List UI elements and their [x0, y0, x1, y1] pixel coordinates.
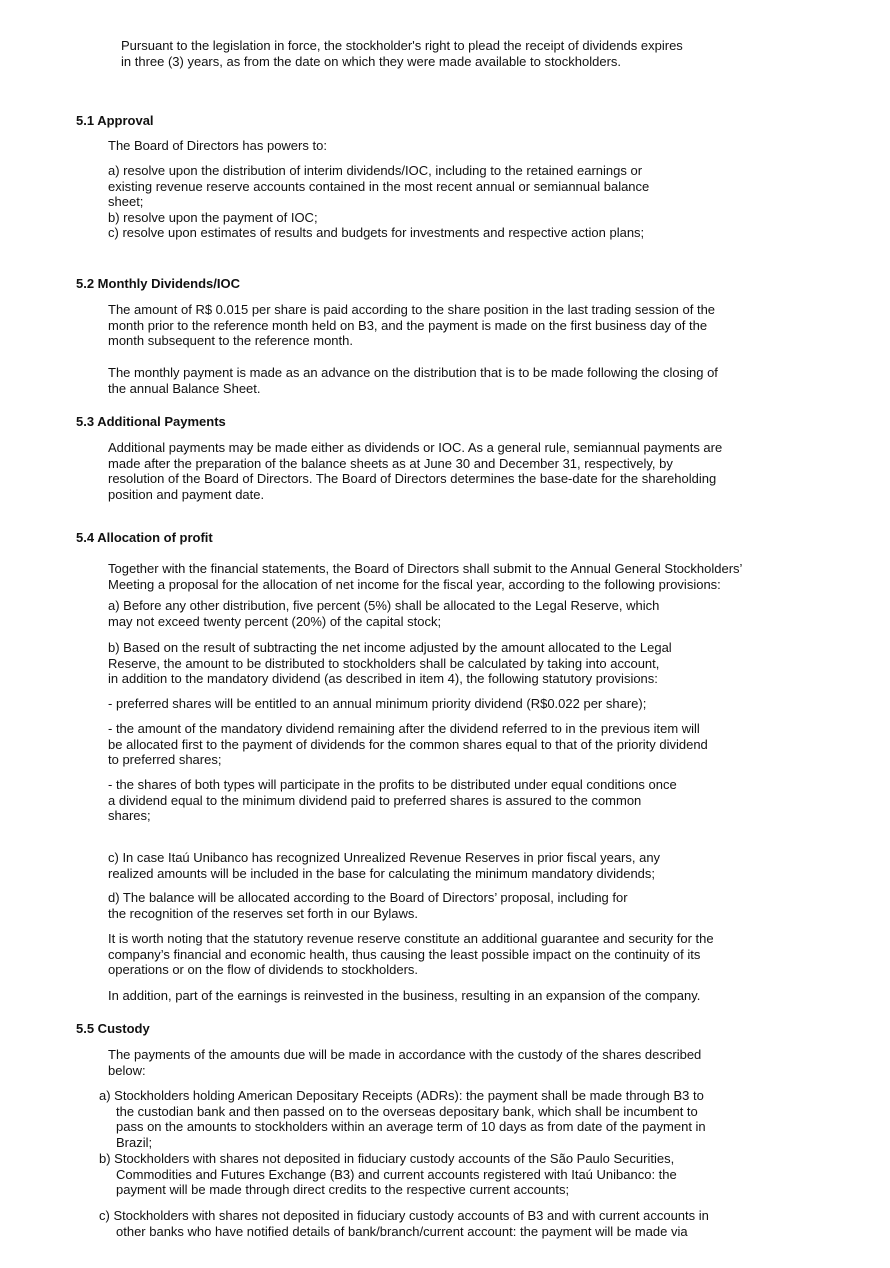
s54-item-b [108, 640, 672, 687]
s55-item-a [99, 1088, 706, 1150]
text-line: month prior to the reference month held on B3, and the payment is made on the first business day of the [108, 317, 708, 333]
text-line: Meeting a proposal for the allocation of net income for the fiscal year, according to the following provisions: [108, 576, 721, 592]
text-line: a dividend equal to the minimum dividend paid to preferred shares is assured to the common [108, 792, 642, 808]
list-item: b) resolve upon the payment of IOC; [108, 209, 318, 225]
s54-dash-2 [108, 721, 708, 768]
text-line: position and payment date. [108, 486, 265, 502]
s54-item-c [108, 850, 660, 881]
s51-lead: The Board of Directors has powers to: [108, 138, 327, 153]
s54-item-d [108, 890, 628, 921]
text-line: b) Stockholders with shares not deposited in fiduciary custody accounts of the São Paulo Securities, [99, 1151, 675, 1166]
section-heading-5-4: 5.4 Allocation of profit [76, 530, 213, 545]
section-heading-5-1: 5.1 Approval [76, 113, 154, 128]
text-line: below: [108, 1062, 146, 1078]
text-line: The payments of the amounts due will be made in accordance with the custody of the shares described [108, 1047, 702, 1062]
text-line: - the amount of the mandatory dividend remaining after the dividend referred to in the previous item will [108, 721, 700, 736]
text-line: Commodities and Futures Exchange (B3) and current accounts registered with Itaú Unibanco: the [116, 1166, 677, 1182]
text-line: d) The balance will be allocated according to the Board of Directors’ proposal, including for [108, 890, 628, 905]
text-line: - the shares of both types will participate in the profits to be distributed under equal conditions once [108, 777, 677, 792]
s54-paragraph-1 [108, 561, 742, 592]
s52-paragraph-2 [108, 365, 718, 396]
list-item: sheet; [108, 194, 144, 210]
s54-paragraph-2 [108, 931, 714, 978]
text-line: the annual Balance Sheet. [108, 380, 261, 396]
text-line: b) Based on the result of subtracting the net income adjusted by the amount allocated to the Legal [108, 640, 672, 655]
text-line: It is worth noting that the statutory revenue reserve constitute an additional guarantee and security for the [108, 931, 714, 946]
text-line: payment will be made through direct credits to the respective current accounts; [116, 1182, 570, 1198]
text-line: Reserve, the amount to be distributed to stockholders shall be calculated by taking into account, [108, 655, 660, 671]
s54-item-a [108, 598, 659, 629]
text-line: in addition to the mandatory dividend (as described in item 4), the following statutory provisions: [108, 671, 658, 687]
text-line: the custodian bank and then passed on to the overseas depositary bank, which shall be incumbent to [116, 1103, 698, 1119]
text-line: realized amounts will be included in the base for calculating the minimum mandatory dividends; [108, 865, 656, 881]
section-heading-5-2: 5.2 Monthly Dividends/IOC [76, 276, 240, 291]
text-line: a) Before any other distribution, five percent (5%) shall be allocated to the Legal Reserve, which [108, 598, 660, 613]
text-line: other banks who have notified details of bank/branch/current account: the payment will be made via [116, 1223, 688, 1239]
s51-list [108, 163, 649, 241]
text-line: a) Stockholders holding American Depositary Receipts (ADRs): the payment shall be made through B3 to [99, 1088, 704, 1103]
text-line: c) In case Itaú Unibanco has recognized Unrealized Revenue Reserves in prior fiscal years, any [108, 850, 661, 865]
s54-paragraph-3 [108, 988, 700, 1004]
text-line: The amount of R$ 0.015 per share is paid according to the share position in the last trading session of the [108, 302, 716, 317]
intro-paragraph [121, 38, 683, 69]
s54-dash-3 [108, 777, 677, 824]
text-line: Additional payments may be made either as dividends or IOC. As a general rule, semiannual payments are [108, 440, 723, 455]
text-line: be allocated first to the payment of dividends for the common shares equal to that of the priority dividend [108, 736, 708, 752]
text-line: resolution of the Board of Directors. The Board of Directors determines the base-date for the shareholding [108, 471, 717, 487]
text-line: the recognition of the reserves set forth in our Bylaws. [108, 905, 418, 921]
s55-item-c [99, 1208, 709, 1239]
text-line: made after the preparation of the balance sheets as at June 30 and December 31, respectively, by [108, 455, 673, 471]
section-heading-5-5: 5.5 Custody [76, 1021, 150, 1036]
section-heading-5-3: 5.3 Additional Payments [76, 414, 226, 429]
text-line: In addition, part of the earnings is reinvested in the business, resulting in an expansion of the company. [108, 988, 701, 1003]
text-line: The monthly payment is made as an advance on the distribution that is to be made following the closing of [108, 365, 718, 380]
s55-paragraph [108, 1047, 701, 1078]
text-line: operations or on the flow of dividends to stockholders. [108, 962, 419, 978]
text-line: Pursuant to the legislation in force, the stockholder's right to plead the receipt of dividends expires [121, 38, 683, 53]
text-line: shares; [108, 808, 151, 824]
text-line: in three (3) years, as from the date on which they were made available to stockholders. [121, 53, 622, 69]
list-item: c) resolve upon estimates of results and budgets for investments and respective action plans; [108, 225, 645, 241]
list-item: a) resolve upon the distribution of interim dividends/IOC, including to the retained earnings or [108, 163, 643, 178]
s53-paragraph [108, 440, 722, 502]
list-item: existing revenue reserve accounts contained in the most recent annual or semiannual balance [108, 178, 650, 194]
text-line: may not exceed twenty percent (20%) of the capital stock; [108, 613, 442, 629]
text-line: pass on the amounts to stockholders within an average term of 10 days as from date of the payment in [116, 1119, 706, 1135]
text-line: month subsequent to the reference month. [108, 333, 353, 349]
s55-item-b [99, 1151, 677, 1198]
text-line: c) Stockholders with shares not deposited in fiduciary custody accounts of B3 and with current accounts in [99, 1208, 709, 1223]
text-line: to preferred shares; [108, 752, 222, 768]
s52-paragraph-1 [108, 302, 715, 349]
text-line: Brazil; [116, 1134, 153, 1150]
text-line: Together with the financial statements, the Board of Directors shall submit to the Annual General Stockholders’ [108, 561, 743, 576]
text-line: - preferred shares will be entitled to an annual minimum priority dividend (R$0.022 per share); [108, 696, 647, 711]
text-line: company’s financial and economic health, thus causing the least possible impact on the continuity of its [108, 946, 701, 962]
s54-dash-1 [108, 696, 646, 712]
